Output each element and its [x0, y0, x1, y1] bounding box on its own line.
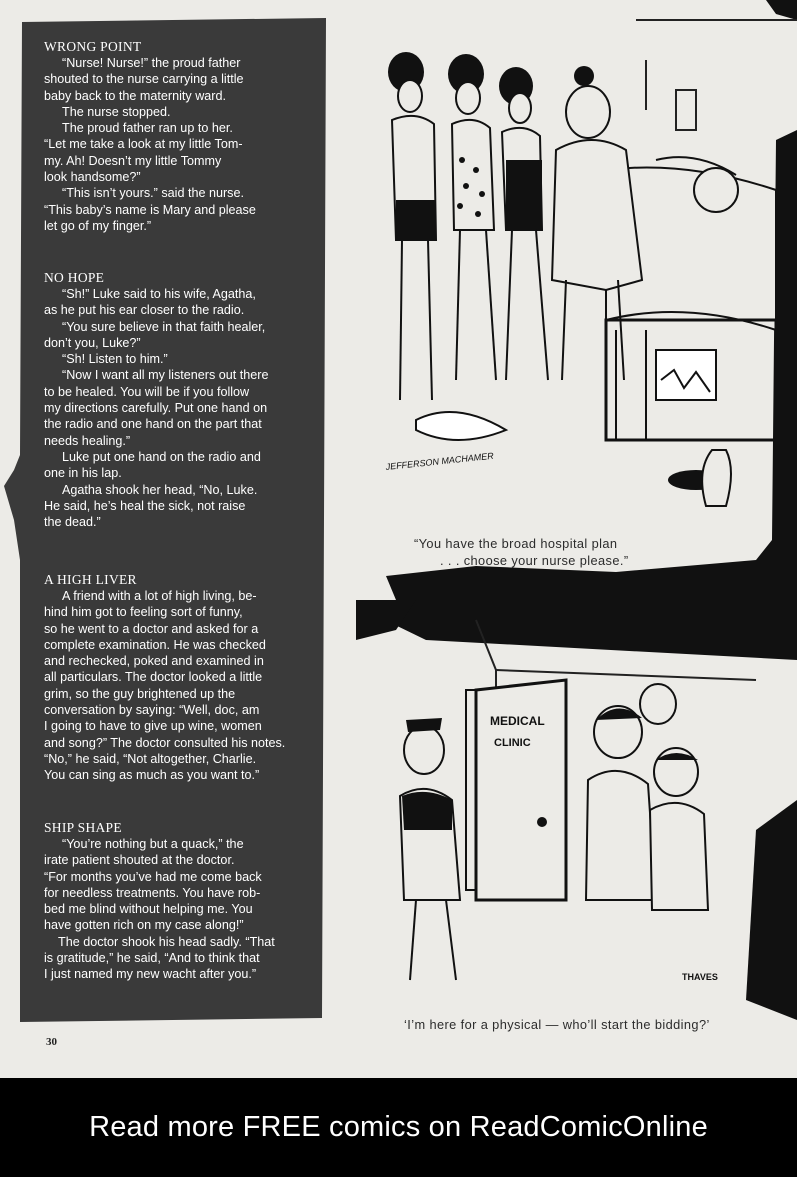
door-sign-line-2: CLINIC: [494, 737, 531, 749]
joke-line: one in his lap.: [44, 466, 122, 481]
joke-line: to be healed. You will be if you follow: [44, 384, 250, 399]
joke-body: [44, 588, 319, 784]
joke-line: my. Ah! Doesn’t my little Tommy: [44, 153, 222, 168]
joke-line: grim, so the guy brightened up the: [44, 686, 236, 701]
joke-line: is gratitude,” he said, “And to think that: [44, 951, 260, 966]
joke-line: and song?” The doctor consulted his notes.: [44, 735, 286, 750]
joke-line: He said, he’s heal the sick, not raise: [44, 498, 246, 513]
joke-line: “No,” he said, “Not altogether, Charlie.: [44, 751, 257, 766]
joke-line: You can sing as much as you want to.”: [44, 768, 260, 783]
joke-line: don’t you, Luke?”: [44, 335, 141, 350]
joke-title: SHIP SHAPE: [44, 820, 122, 835]
joke-line: “Sh! Listen to him.”: [62, 352, 168, 367]
joke-title: WRONG POINT: [44, 39, 142, 54]
joke-title: A HIGH LIVER: [44, 572, 137, 587]
cartoon-caption-line-1: “You have the broad hospital plan: [414, 536, 618, 551]
joke-body: [44, 286, 319, 530]
joke-line: for needless treatments. You have rob-: [44, 885, 261, 900]
joke-line: Agatha shook her head, “No, Luke.: [62, 482, 258, 497]
joke-line: look handsome?”: [44, 170, 141, 185]
joke-line: conversation by saying: “Well, doc, am: [44, 703, 260, 718]
joke-line: shouted to the nurse carrying a little: [44, 72, 244, 87]
footer-banner: [0, 1078, 797, 1177]
joke-title: NO HOPE: [44, 270, 105, 285]
cartoon-caption-line-2: . . . choose your nurse please.”: [440, 553, 629, 568]
joke-line: “Now I want all my listeners out there: [62, 368, 269, 383]
joke-line: “This baby’s name is Mary and please: [44, 202, 256, 217]
joke-line: and rechecked, poked and examined in: [44, 654, 264, 669]
joke-line: my directions carefully. Put one hand on: [44, 401, 268, 416]
joke-line: “You sure believe in that faith healer,: [62, 319, 266, 334]
joke-line: I just named my new wacht after you.”: [44, 967, 257, 982]
joke-ship-shape: [44, 820, 319, 983]
cartoon-signature: JEFFERSON MACHAMER: [385, 450, 495, 472]
joke-body: [44, 836, 319, 983]
joke-line: hind him got to feeling sort of funny,: [44, 605, 243, 620]
joke-line: I going to have to give up wine, women: [44, 719, 262, 734]
joke-line: all particulars. The doctor looked a little: [44, 670, 263, 685]
joke-line: bed me blind without helping me. You: [44, 902, 253, 917]
joke-line: The doctor shook his head sadly. “That: [58, 934, 275, 949]
page-number: 30: [46, 1036, 57, 1048]
joke-line: “This isn’t yours.” said the nurse.: [62, 186, 244, 201]
joke-line: The proud father ran up to her.: [62, 121, 233, 136]
joke-line: The nurse stopped.: [62, 104, 171, 119]
jokes-column: [0, 0, 330, 1040]
cartoon-caption: ‘I’m here for a physical — who’ll start the bidding?’: [404, 1017, 710, 1032]
joke-line: “Let me take a look at my little Tom-: [44, 137, 243, 152]
joke-line: “For months you’ve had me come back: [44, 869, 262, 884]
medical-clinic-cartoon: [356, 600, 797, 1020]
joke-line: Luke put one hand on the radio and: [62, 449, 261, 464]
joke-line: as he put his ear closer to the radio.: [44, 303, 245, 318]
joke-a-high-liver: [44, 572, 319, 784]
joke-body: [44, 55, 319, 234]
joke-line: baby back to the maternity ward.: [44, 88, 227, 103]
joke-line: the radio and one hand on the part that: [44, 417, 262, 432]
joke-line: so he went to a doctor and asked for a: [44, 621, 259, 636]
joke-line: let go of my finger.”: [44, 218, 152, 233]
footer-link[interactable]: Read more FREE comics on ReadComicOnline: [89, 1111, 708, 1143]
hospital-nurses-cartoon: [356, 0, 797, 600]
joke-line: needs healing.”: [44, 433, 131, 448]
joke-line: “You’re nothing but a quack,” the: [62, 837, 244, 851]
joke-line: “Sh!” Luke said to his wife, Agatha,: [62, 287, 256, 301]
joke-line: A friend with a lot of high living, be-: [62, 589, 257, 603]
joke-line: irate patient shouted at the doctor.: [44, 853, 235, 868]
joke-line: have gotten rich on my case along!”: [44, 918, 244, 933]
joke-line: the dead.”: [44, 515, 101, 530]
cartoon-signature: THAVES: [682, 972, 718, 982]
joke-line: complete examination. He was checked: [44, 637, 266, 652]
joke-no-hope: [44, 270, 319, 530]
joke-line: “Nurse! Nurse!” the proud father: [62, 56, 241, 70]
door-sign-line-1: MEDICAL: [490, 714, 545, 728]
joke-wrong-point: [44, 39, 319, 234]
